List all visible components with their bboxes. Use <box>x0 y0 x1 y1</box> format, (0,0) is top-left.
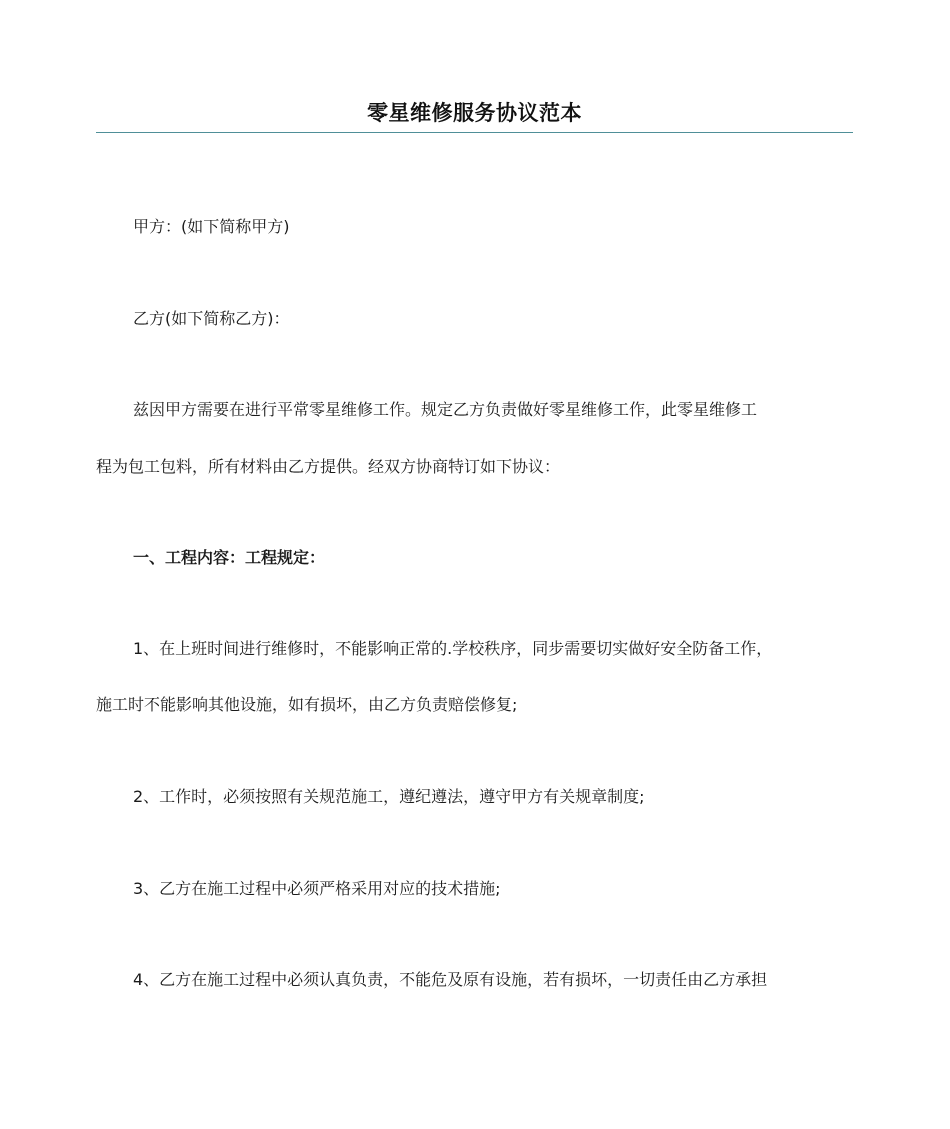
item-4-line-1: 4、乙方在施工过程中必须认真负责，不能危及原有设施，若有损坏，一切责任由乙方承担 <box>133 970 768 989</box>
party-a-line: 甲方：(如下简称甲方) <box>133 217 290 236</box>
title-underline <box>96 132 853 133</box>
intro-paragraph-line-1: 兹因甲方需要在进行平常零星维修工作。规定乙方负责做好零星维修工作，此零星维修工 <box>133 400 758 419</box>
item-2: 2、工作时，必须按照有关规范施工，遵纪遵法，遵守甲方有关规章制度; <box>133 787 645 806</box>
document-title: 零星维修服务协议范本 <box>367 101 582 125</box>
item-1-line-2: 施工时不能影响其他设施，如有损坏，由乙方负责赔偿修复; <box>96 695 518 714</box>
item-3: 3、乙方在施工过程中必须严格采用对应的技术措施; <box>133 879 501 898</box>
party-b-line: 乙方(如下简称乙方)： <box>133 309 290 328</box>
intro-paragraph-line-2: 程为包工包料，所有材料由乙方提供。经双方协商特订如下协议： <box>96 457 561 476</box>
section-heading: 一、工程内容：工程规定： <box>133 548 326 567</box>
item-1-line-1: 1、在上班时间进行维修时，不能影响正常的.学校秩序，同步需要切实做好安全防备工作， <box>133 639 773 658</box>
